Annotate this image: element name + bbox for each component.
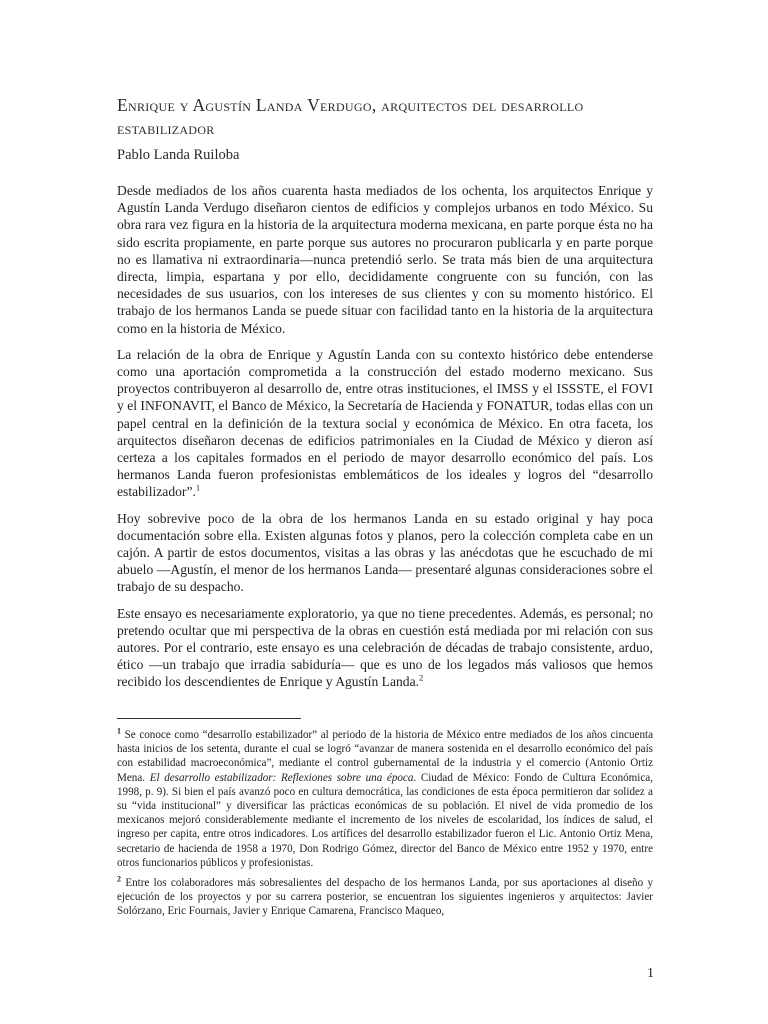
paragraph-text: Hoy sobrevive poco de la obra de los hermanos Landa en su estado original y hay poca documentación sobre ella. Existen algunas fotos y planos, pero la colección completa cabe en un cajón. A partir de estos documentos, visitas a las obras y las anécdotas que he escuchado de mi abuelo —Agustín, el menor de los hermanos Landa— presentaré algunas consideraciones sobre el trabajo de su despacho. xyxy=(117,510,653,595)
footnote-text: Entre los colaboradores más sobresalientes del despacho de los hermanos Landa, por sus aportaciones al diseño y ejecución de los proyectos y por su carrera posterior, se encuentran los siguientes ingenieros y arquitectos: Javier Solórzano, Eric Fournais, Javier y Enrique Camarena, Francisco Maqueo, xyxy=(117,877,653,918)
footnote-reference: 1 xyxy=(195,482,201,493)
footnote-separator xyxy=(117,718,301,719)
footnote-book-title: El desarrollo estabilizador: Reflexiones sobre una época xyxy=(149,771,414,784)
footnote-text: Se conoce como “desarrollo estabilizador” al periodo de la historia de México entre mediados de los años cincuenta hasta inicios de los setenta, durante el cual se logró “avanzar de manera sostenida en el desarrollo económico del país con estabilidad macroeconómica”, mediante el control gubernamental de la industria y el comercio (Antonio Ortiz Mena. xyxy=(117,729,653,784)
paragraph-text: Este ensayo es necesariamente exploratorio, ya que no tiene precedentes. Además, es personal; no pretendo ocultar que mi perspectiva de la obras en cuestión está mediada por mi relación con sus autores. Por el contrario, este ensayo es una celebración de décadas de trabajo consistente, arduo, ético —un trabajo que irradia sabiduría— que es uno de los legados más valiosos que hemos recibido los descendientes de Enrique y Agustín Landa. xyxy=(117,605,653,690)
footnote-number: 2 xyxy=(117,874,121,884)
paragraph-text: Desde mediados de los años cuarenta hasta mediados de los ochenta, los arquitectos Enrique y Agustín Landa Verdugo diseñaron cientos de edificios y complejos urbanos en todo México. Su obra rara vez figura en la historia de la arquitectura moderna mexicana, en parte porque ésta no ha sido escrita propiamente, en parte porque sus autores no procuraron publicarla y en parte porque no es llamativa ni extraordinaria—nunca pretendió serlo. Se trata más bien de una arquitectura directa, limpia, espartana y por ello, decididamente congruente con su función, con las necesidades de sus usuarios, con los intereses de sus clientes y con su momento histórico. El trabajo de los hermanos Landa se puede situar con facilidad tanto en la historia de la arquitectura como en la historia de México. xyxy=(117,183,653,336)
footnote-text: . Ciudad de México: Fondo de Cultura Económica, 1998, p. 9). Si bien el país avanzó poco en cultura democrática, las condiciones de esta época permitieron dar solidez a su “vida institucional” y diversificar las prácticas económicas de su población. El nivel de vida promedio de los mexicanos mejoró considerablemente mediante el incremento de los niveles de escolaridad, los índices de salud, el ingreso per capita, entre otros indicadores. Los artífices del desarrollo estabilizador fueron el Lic. Antonio Ortiz Mena, secretario de hacienda de 1958 a 1970, Don Rodrigo Gómez, director del Banco de México entre 1952 y 1970, entre otros funcionarios públicos y profesionistas. xyxy=(117,771,653,869)
paper-author: Pablo Landa Ruiloba xyxy=(117,147,240,163)
paper-title: Enrique y Agustín Landa Verdugo, arquitectos del desarrollo estabilizador xyxy=(117,95,584,138)
footnote xyxy=(117,876,653,919)
paragraph xyxy=(117,510,653,596)
paragraph xyxy=(117,605,653,691)
body-text xyxy=(117,182,653,700)
footnote-number: 1 xyxy=(117,726,121,736)
footnote-reference: 2 xyxy=(419,672,424,683)
paragraph xyxy=(117,182,653,337)
paragraph-text: La relación de la obra de Enrique y Agustín Landa con su contexto histórico debe entenderse como una aportación comprometida a la construcción del estado moderno mexicano. Sus proyectos contribuyeron al desarrollo de, entre otras instituciones, el IMSS y el ISSSTE, el FOVI y el INFONAVIT, el Banco de México, la Secretaría de Hacienda y FONATUR, todas ellas con un papel central en la definición de la textura social y económica de México. En otra faceta, los arquitectos diseñaron decenas de edificios patrimoniales en la Ciudad de México y dieron así certeza a los capitales formados en el periodo de mayor desarrollo económico del país. Los hermanos Landa fueron profesionistas emblemáticos de los ideales y logros del “desarrollo estabilizador”. xyxy=(117,346,653,500)
footnotes xyxy=(117,728,653,925)
page-number: 1 xyxy=(647,966,654,981)
paragraph xyxy=(117,346,653,501)
footnote xyxy=(117,728,653,870)
